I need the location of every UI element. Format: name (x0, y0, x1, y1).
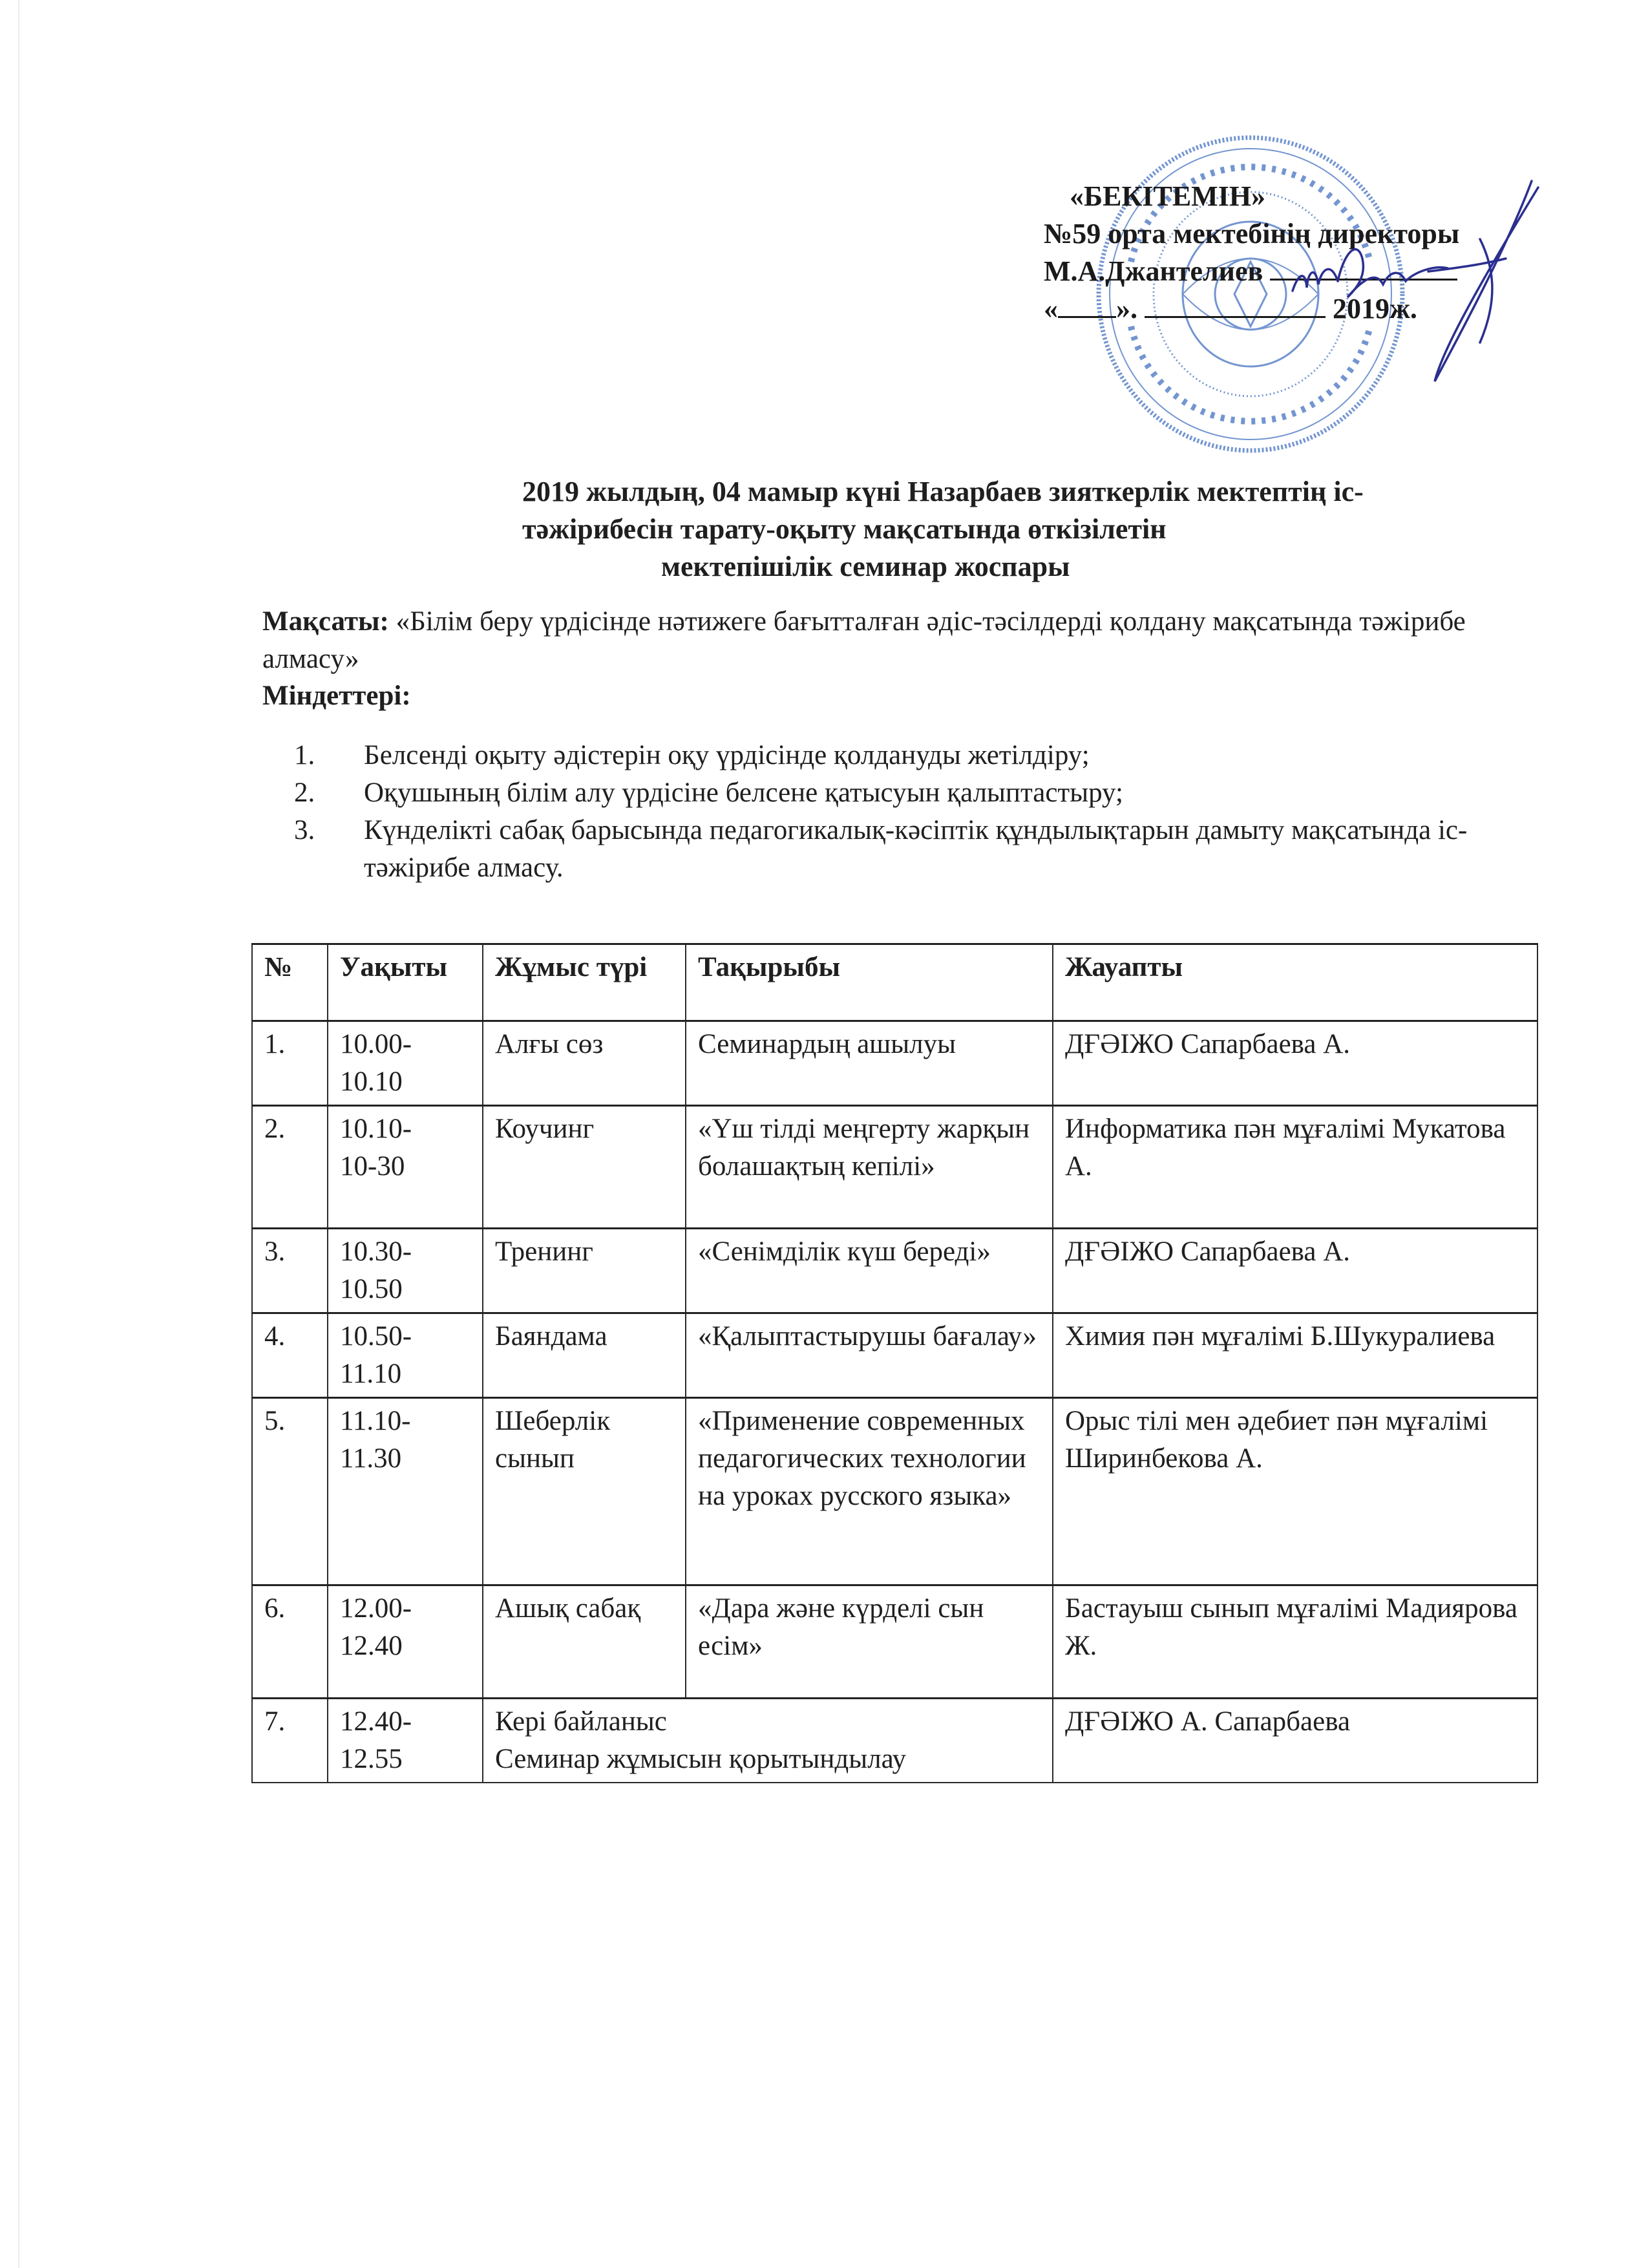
cell-number: 5. (252, 1398, 328, 1585)
day-blank (1058, 290, 1116, 318)
cell-work-type: Баяндама (483, 1313, 686, 1398)
cell-responsible: ДҒӘІЖО А. Сапарбаева (1053, 1699, 1537, 1783)
table-row (252, 1398, 1537, 1585)
cell-time (328, 1699, 483, 1783)
cell-number: 3. (252, 1229, 328, 1313)
task-item (294, 737, 1496, 774)
time-start: 11.10- (340, 1406, 411, 1436)
time-end: 12.40 (340, 1631, 403, 1661)
cell-responsible: Бастауыш сынып мұғалімі Мадиярова Ж. (1053, 1585, 1537, 1699)
title-line-1: 2019 жылдың, 04 мамыр күні Назарбаев зияткерлік мектептің іс- (522, 476, 1364, 507)
time-end: 11.10 (340, 1359, 402, 1389)
merged-line-2: Семинар жұмысын қорытындылау (495, 1744, 907, 1774)
cell-responsible: ДҒӘІЖО Сапарбаева А. (1053, 1229, 1537, 1313)
cell-time (328, 1398, 483, 1585)
cell-work-type: Ашық сабақ (483, 1585, 686, 1699)
cell-topic: «Үш тілді меңгерту жарқын болашақтың кепілі» (686, 1106, 1053, 1229)
cell-time (328, 1585, 483, 1699)
time-start: 10.30- (340, 1236, 412, 1267)
header-topic: Тақырыбы (686, 944, 1053, 1021)
table-row (252, 1313, 1537, 1398)
tasks-list (294, 737, 1496, 887)
cell-number: 6. (252, 1585, 328, 1699)
cell-responsible: Химия пән мұғалімі Б.Шукуралиева (1053, 1313, 1537, 1398)
time-start: 10.10- (340, 1114, 412, 1144)
header-number: № (252, 944, 328, 1021)
cell-number: 2. (252, 1106, 328, 1229)
table-row (252, 1585, 1537, 1699)
task-text: Белсенді оқыту әдістерін оқу үрдісінде қолдануды жетілдіру; (364, 740, 1090, 770)
merged-line-1: Кері байланыс (495, 1706, 667, 1737)
approval-title: «БЕКІТЕМІН» (1070, 180, 1266, 212)
cell-work-type: Алғы сөз (483, 1021, 686, 1106)
cell-work-type: Коучинг (483, 1106, 686, 1229)
document-title (522, 473, 1530, 586)
cell-topic: «Применение современных педагогических технологии на уроках русского языка» (686, 1398, 1053, 1585)
cell-number: 4. (252, 1313, 328, 1398)
goal-text: «Білім беру үрдісінде нәтижеге бағытталған әдіс-тәсілдерді қолдану мақсатында тәжірибе алмасу» (262, 606, 1466, 674)
task-item (294, 774, 1496, 812)
cell-number: 1. (252, 1021, 328, 1106)
task-text: Оқушының білім алу үрдісіне белсене қатысуын қалыптастыру; (364, 778, 1123, 808)
table-row (252, 1106, 1537, 1229)
cell-responsible: Орыс тілі мен әдебиет пән мұғалімі Ширинбекова А. (1053, 1398, 1537, 1585)
table-row (252, 1229, 1537, 1313)
cell-topic: «Сенімділік күш береді» (686, 1229, 1053, 1313)
time-start: 10.00- (340, 1029, 412, 1059)
cell-responsible: Информатика пән мұғалімі Мукатова А. (1053, 1106, 1537, 1229)
time-start: 12.40- (340, 1706, 412, 1737)
time-end: 10-30 (340, 1151, 405, 1182)
scan-page-edge (18, 0, 19, 2268)
cell-merged-activity (483, 1699, 1053, 1783)
date-close-quote: ». (1116, 293, 1137, 324)
title-line-2: тәжірибесін тарату-оқыту мақсатында өткізілетін (522, 513, 1167, 545)
seminar-plan-table (251, 943, 1538, 1783)
approval-name: М.А.Джантелиев (1044, 255, 1263, 287)
task-number: 3. (294, 815, 315, 845)
cell-topic: «Қалыптастырушы бағалау» (686, 1313, 1053, 1398)
time-start: 12.00- (340, 1593, 412, 1624)
cell-work-type: Тренинг (483, 1229, 686, 1313)
time-start: 10.50- (340, 1321, 412, 1351)
cell-topic: Семинардың ашылуы (686, 1021, 1053, 1106)
time-end: 10.50 (340, 1274, 403, 1304)
time-end: 12.55 (340, 1744, 403, 1774)
header-work-type: Жұмыс түрі (483, 944, 686, 1021)
cell-topic: «Дара және күрделі сын есім» (686, 1585, 1053, 1699)
task-text: Күнделікті сабақ барысында педагогикалық-кәсіптік құндылықтарын дамыту мақсатында іс-тәжірибе алмасу. (364, 815, 1468, 883)
cell-number: 7. (252, 1699, 328, 1783)
task-number: 1. (294, 740, 315, 770)
cell-time (328, 1229, 483, 1313)
cell-time (328, 1021, 483, 1106)
task-item (294, 812, 1496, 887)
tasks-label: Міндеттері: (262, 681, 411, 711)
header-time: Уақыты (328, 944, 483, 1021)
time-end: 11.30 (340, 1443, 402, 1474)
header-responsible: Жауапты (1053, 944, 1537, 1021)
cell-work-type: Шеберлік сынып (483, 1398, 686, 1585)
approval-position: №59 орта мектебінің директоры (1044, 218, 1460, 249)
title-line-3: мектепішілік семинар жоспары (661, 551, 1070, 582)
signature-icon (1286, 175, 1558, 388)
task-number: 2. (294, 778, 315, 808)
cell-time (328, 1106, 483, 1229)
table-header-row (252, 944, 1537, 1021)
time-end: 10.10 (340, 1066, 403, 1097)
table-row (252, 1021, 1537, 1106)
date-open-quote: « (1044, 293, 1058, 324)
goal-label: Мақсаты: (262, 606, 389, 637)
cell-time (328, 1313, 483, 1398)
table-row (252, 1699, 1537, 1783)
approval-year: 2019ж. (1333, 293, 1417, 324)
cell-responsible: ДҒӘІЖО Сапарбаева А. (1053, 1021, 1537, 1106)
goal-paragraph (262, 603, 1477, 678)
